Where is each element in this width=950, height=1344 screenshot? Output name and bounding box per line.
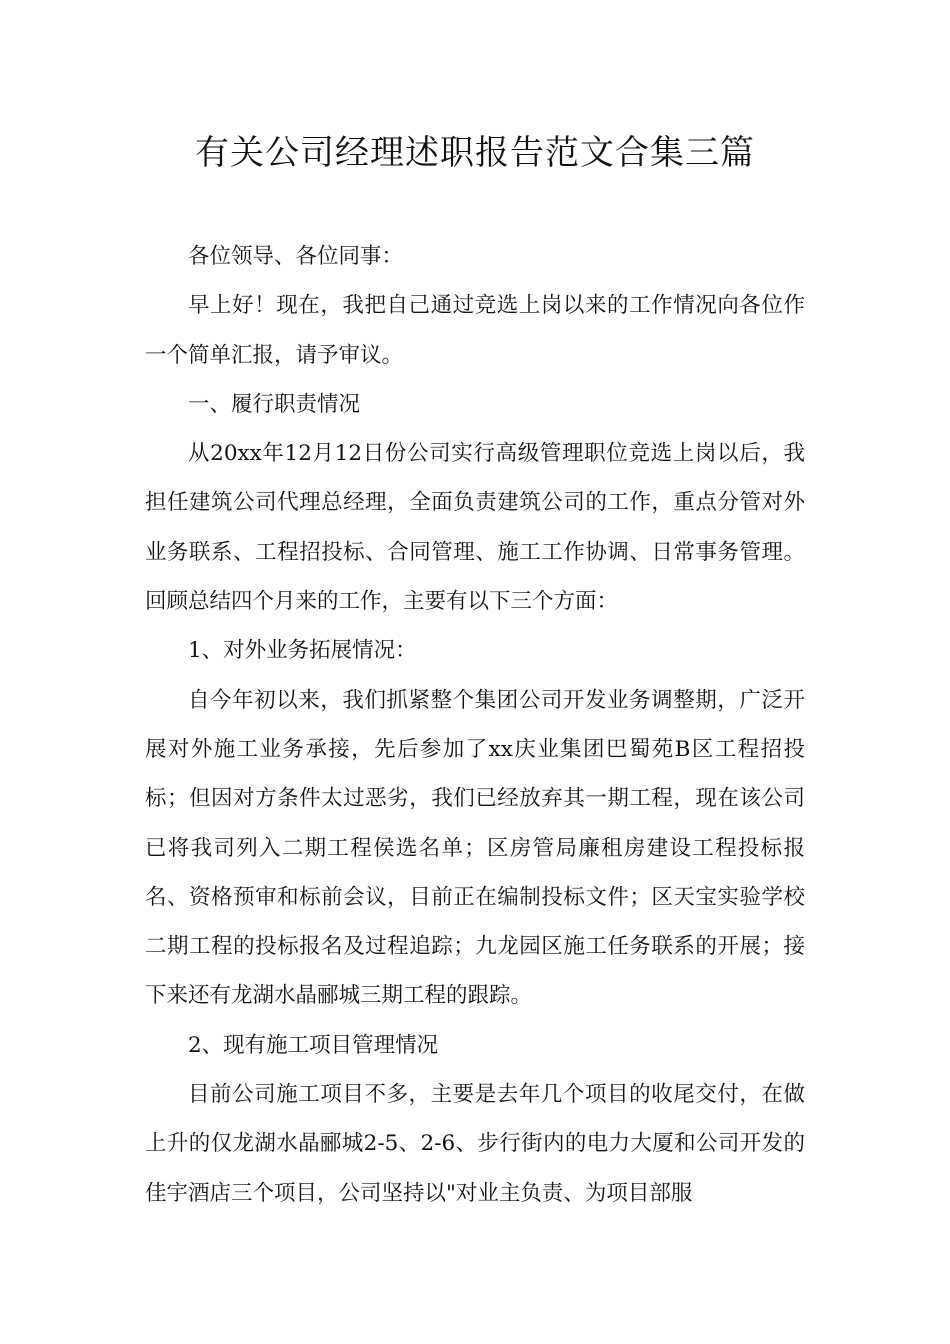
salutation-paragraph: 各位领导、各位同事： <box>188 244 404 269</box>
section-heading-duties: 一、履行职责情况 <box>188 391 361 417</box>
document-body <box>145 232 805 1218</box>
duties-paragraph: 从20xx年12月12日份公司实行高级管理职位竞选上岗以后，我担任建筑公司代理总经理，全面负责建筑公司的工作，重点分管对外业务联系、工程招投标、合同管理、施工工作协调、日常事务管理。回顾总结四个月来的工作，主要有以下三个方面： <box>145 441 805 615</box>
project-management-paragraph: 目前公司施工项目不多，主要是去年几个项目的收尾交付，在做上升的仅龙湖水晶郦城2-5、2-6、步行街内的电力大厦和公司开发的佳宇酒店三个项目，公司坚持以"对业主负责、为项目部服 <box>145 1082 805 1206</box>
greeting-paragraph: 早上好！现在，我把自己通过竞选上岗以来的工作情况向各位作一个简单汇报，请予审议。 <box>145 293 805 368</box>
subheading-business-expansion: 1、对外业务拓展情况： <box>188 638 417 664</box>
business-expansion-paragraph: 自今年初以来，我们抓紧整个集团公司开发业务调整期，广泛开展对外施工业务承接，先后参加了xx庆业集团巴蜀苑B区工程招投标；但因对方条件太过恶劣，我们已经放弃其一期工程，现在该公司已将我司列入二期工程侯选名单；区房管局廉租房建设工程投标报名、资格预审和标前会议，目前正在编制投标文件；区天宝实验学校二期工程的投标报名及过程追踪；九龙园区施工任务联系的开展；接下来还有龙湖水晶郦城三期工程的跟踪。 <box>145 687 805 1009</box>
document-title: 有关公司经理述职报告范文合集三篇 <box>195 133 755 173</box>
subheading-project-management: 2、现有施工项目管理情况 <box>188 1032 439 1058</box>
